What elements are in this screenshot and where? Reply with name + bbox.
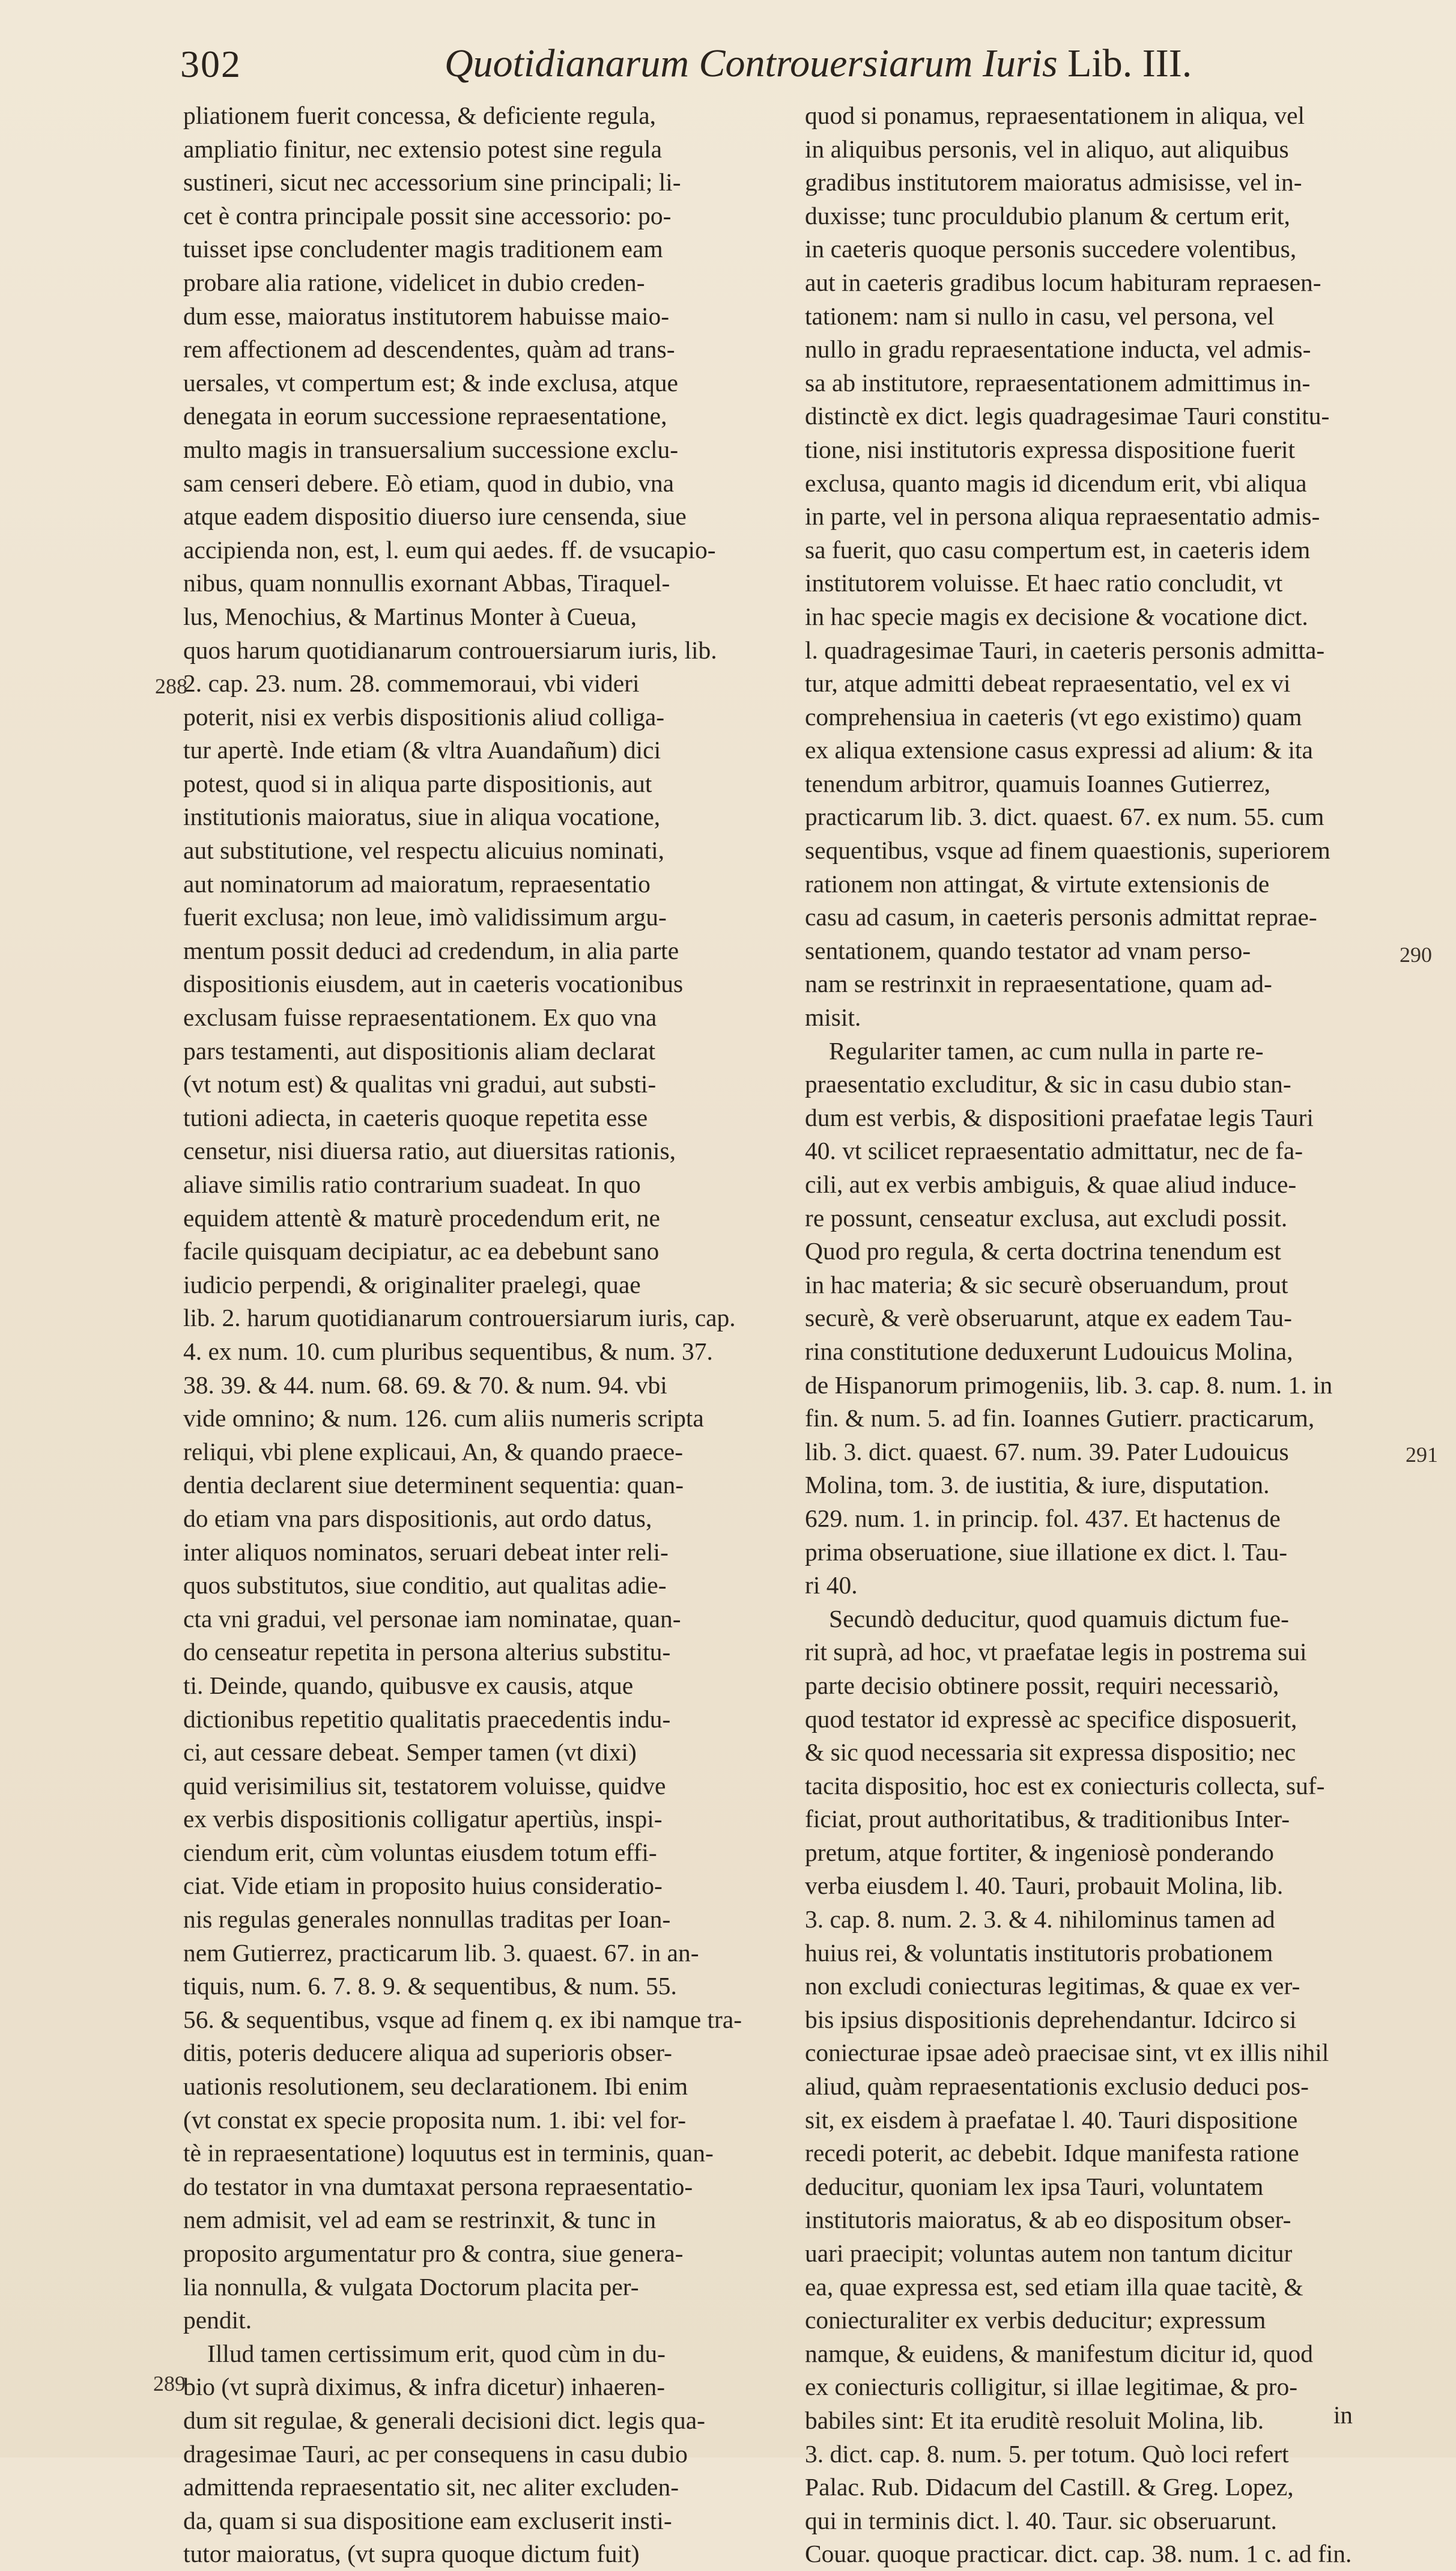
text-line: Palac. Rub. Didacum del Castill. & Greg. Lopez, xyxy=(805,2473,1294,2501)
text-line: Molina, tom. 3. de iustitia, & iure, disputation. xyxy=(805,1471,1270,1499)
text-line: tutor maioratus, (vt supra quoque dictum fuit) xyxy=(183,2540,640,2568)
text-line: da, quam si sua dispositione eam excluserit insti- xyxy=(183,2506,672,2534)
text-line: censetur, nisi diuersa ratio, aut diuersitas rationis, xyxy=(183,1137,676,1165)
text-line: mentum possit deduci ad credendum, in alia parte xyxy=(183,936,679,964)
right-text-column xyxy=(805,99,1412,2571)
text-line: dum esse, maioratus institutorem habuisse maio- xyxy=(183,302,670,330)
text-line: tione, nisi institutoris expressa dispositione fuerit xyxy=(805,435,1296,463)
text-line: 3. cap. 8. num. 2. 3. & 4. nihilominus tamen ad xyxy=(805,1905,1275,1934)
text-line: sit, ex eisdem à praefatae l. 40. Tauri dispositione xyxy=(805,2105,1298,2134)
text-line: de Hispanorum primogeniis, lib. 3. cap. 8. num. 1. in xyxy=(805,1371,1333,1399)
text-line: Regulariter tamen, ac cum nulla in parte re- xyxy=(829,1036,1264,1065)
text-line: (vt constat ex specie proposita num. 1. ibi: vel for- xyxy=(183,2105,687,2134)
text-line: admittenda repraesentatio sit, nec aliter excluden- xyxy=(183,2473,679,2501)
text-line: atque eadem dispositio diuerso iure censenda, siue xyxy=(183,502,687,531)
text-line: nem Gutierrez, practicarum lib. 3. quaest. 67. in an- xyxy=(183,1938,699,1967)
text-line: accipienda non, est, l. eum qui aedes. ff. de vsucapio- xyxy=(183,535,716,564)
text-line: proposito argumentatur pro & contra, siue genera- xyxy=(183,2239,684,2267)
text-line: gradibus institutorem maioratus admisisse, vel in- xyxy=(805,168,1302,196)
text-line: ampliatio finitur, nec extensio potest sine regula xyxy=(183,135,662,163)
text-line: non excludi coniecturas legitimas, & quae ex ver- xyxy=(805,1972,1300,2000)
text-line: institutoris maioratus, & ab eo dispositum obser- xyxy=(805,2206,1291,2234)
text-line: pretum, atque fortiter, & ingeniosè ponderando xyxy=(805,1838,1274,1866)
text-line: quos harum quotidianarum controuersiarum iuris, lib. xyxy=(183,636,717,664)
text-line: tiquis, num. 6. 7. 8. 9. & sequentibus, & num. 55. xyxy=(183,1972,677,2000)
margin-number-288: 288 xyxy=(155,674,187,698)
text-line: sustineri, sicut nec accessorium sine principali; li- xyxy=(183,168,681,196)
text-line: ti. Deinde, quando, quibusve ex causis, atque xyxy=(183,1671,634,1699)
text-line: securè, & verè obseruarunt, atque ex eadem Tau- xyxy=(805,1304,1292,1332)
text-line: bis ipsius dispositionis deprehendantur. Idcirco si xyxy=(805,2005,1297,2033)
text-line: coniecturaliter ex verbis deducitur; expressum xyxy=(805,2306,1266,2334)
text-line: ditis, poteris deducere aliqua ad superioris obser- xyxy=(183,2039,672,2067)
text-line: & sic quod necessaria sit expressa dispositio; nec xyxy=(805,1738,1296,1766)
text-line: praesentatio excluditur, & sic in casu dubio stan- xyxy=(805,1070,1291,1098)
text-line: aut substitutione, vel respectu alicuius nominati, xyxy=(183,836,665,865)
text-line: 56. & sequentibus, vsque ad finem q. ex ibi namque tra- xyxy=(183,2005,742,2033)
text-line: pars testamenti, aut dispositionis aliam declarat xyxy=(183,1036,655,1065)
text-line: (vt notum est) & qualitas vni gradui, aut substi- xyxy=(183,1070,657,1098)
text-line: ex aliqua extensione casus expressi ad alium: & ita xyxy=(805,736,1313,764)
text-line: quod testator id expressè ac specifice disposuerit, xyxy=(805,1705,1297,1733)
text-line: cet è contra principale possit sine accessorio: po- xyxy=(183,201,672,230)
text-line: pliationem fuerit concessa, & deficiente regula, xyxy=(183,102,657,129)
text-line: fin. & num. 5. ad fin. Ioannes Gutierr. practicarum, xyxy=(805,1404,1315,1432)
text-line: exclusam fuisse repraesentationem. Ex quo vna xyxy=(183,1003,657,1032)
text-line: sa fuerit, quo casu compertum est, in caeteris idem xyxy=(805,535,1311,564)
text-line: dragesimae Tauri, ac per consequens in casu dubio xyxy=(183,2439,688,2468)
text-line: distinctè ex dict. legis quadragesimae Tauri constitu- xyxy=(805,402,1330,430)
text-line: rina constitutione deduxerunt Ludouicus Molina, xyxy=(805,1337,1293,1365)
text-line: coniecturae ipsae adeò praecisae sint, vt ex illis nihil xyxy=(805,2039,1329,2067)
text-line: nem admisit, vel ad eam se restrinxit, & tunc in xyxy=(183,2206,657,2234)
text-line: potest, quod si in aliqua parte dispositionis, aut xyxy=(183,769,652,797)
text-line: uari praecipit; voluntas autem non tantum dicitur xyxy=(805,2239,1293,2267)
text-line: sa ab institutore, repraesentationem admittimus in- xyxy=(805,368,1311,397)
margin-number-290: 290 xyxy=(1400,943,1432,967)
text-line: sam censeri debere. Eò etiam, quod in dubio, vna xyxy=(183,469,675,497)
text-line: huius rei, & voluntatis institutoris probationem xyxy=(805,1938,1273,1967)
text-line: in aliquibus personis, vel in aliquo, aut aliquibus xyxy=(805,135,1289,163)
text-line: tè in repraesentatione) loquutus est in terminis, quan- xyxy=(183,2139,714,2167)
text-line: aut in caeteris gradibus locum habituram repraesen- xyxy=(805,268,1321,296)
text-line: cta vni gradui, vel personae iam nominatae, quan- xyxy=(183,1604,681,1632)
text-line: recedi poterit, ac debebit. Idque manifesta ratione xyxy=(805,2139,1299,2167)
text-line: nullo in gradu repraesentatione inducta, vel admis- xyxy=(805,335,1311,364)
book-number: Lib. III. xyxy=(1067,41,1192,85)
text-line: quid verisimilius sit, testatorem voluisse, quidve xyxy=(183,1771,666,1800)
text-line: in hac specie magis ex decisione & vocatione dict. xyxy=(805,602,1308,630)
page-header xyxy=(180,36,1309,102)
text-line: 2. cap. 23. num. 28. commemoraui, vbi videri xyxy=(183,669,640,698)
text-line: tenendum arbitror, quamuis Ioannes Gutierrez, xyxy=(805,769,1271,797)
text-line: prima obseruatione, siue illatione ex dict. l. Tau- xyxy=(805,1538,1288,1566)
text-line: lia nonnulla, & vulgata Doctorum placita per- xyxy=(183,2272,639,2301)
text-line: aliud, quàm repraesentationis exclusio deduci pos- xyxy=(805,2072,1309,2101)
text-line: cili, aut ex verbis ambiguis, & quae aliud induce- xyxy=(805,1170,1297,1198)
text-line: in hac materia; & sic securè obseruandum, prout xyxy=(805,1270,1288,1298)
catchword: in xyxy=(1333,2401,1353,2429)
text-line: ex verbis dispositionis colligatur apertiùs, inspi- xyxy=(183,1805,663,1833)
text-line: Illud tamen certissimum erit, quod cùm in du- xyxy=(207,2339,666,2367)
text-line: tutioni adiecta, in caeteris quoque repetita esse xyxy=(183,1103,648,1131)
text-line: ficiat, prout authoritatibus, & traditionibus Inter- xyxy=(805,1805,1290,1833)
text-line: namque, & euidens, & manifestum dicitur id, quod xyxy=(805,2339,1313,2367)
text-line: tationem: nam si nullo in casu, vel persona, vel xyxy=(805,302,1275,330)
text-line: verba eiusdem l. 40. Tauri, probauit Molina, lib. xyxy=(805,1872,1284,1900)
text-line: comprehensiua in caeteris (vt ego existimo) quam xyxy=(805,702,1302,731)
text-line: probare alia ratione, videlicet in dubio creden- xyxy=(183,268,645,296)
text-line: ea, quae expressa est, sed etiam illa quae tacitè, & xyxy=(805,2272,1303,2301)
text-line: 4. ex num. 10. cum pluribus sequentibus, & num. 37. xyxy=(183,1337,713,1365)
text-line: iudicio perpendi, & originaliter praelegi, quae xyxy=(183,1270,641,1298)
text-line: 38. 39. & 44. num. 68. 69. & 70. & num. 94. vbi xyxy=(183,1371,667,1399)
text-line: lus, Menochius, & Martinus Monter à Cueua, xyxy=(183,602,637,630)
text-line: in caeteris quoque personis succedere volentibus, xyxy=(805,235,1297,263)
text-line: tur, atque admitti debeat repraesentatio, vel ex vi xyxy=(805,669,1291,698)
text-line: rationem non attingat, & virtute extensionis de xyxy=(805,869,1270,898)
text-line: quos substitutos, siue conditio, aut qualitas adie- xyxy=(183,1571,667,1599)
text-line: uationis resolutionem, seu declarationem. Ibi enim xyxy=(183,2072,688,2101)
running-title-text: Quotidianarum Controuersiarum Iuris xyxy=(444,41,1058,85)
text-line: sequentibus, vsque ad finem quaestionis, superiorem xyxy=(805,836,1330,865)
text-line: babiles sint: Et ita eruditè resoluit Molina, lib. xyxy=(805,2406,1264,2434)
text-line: dispositionis eiusdem, aut in caeteris vocationibus xyxy=(183,970,684,998)
text-line: vide omnino; & num. 126. cum aliis numeris scripta xyxy=(183,1404,704,1432)
text-line: Couar. quoque practicar. dict. cap. 38. num. 1 c. ad fin. xyxy=(805,2540,1352,2568)
page-number: 302 xyxy=(180,43,241,85)
text-line: rem affectionem ad descendentes, quàm ad trans- xyxy=(183,335,675,364)
text-line: 3. dict. cap. 8. num. 5. per totum. Quò loci refert xyxy=(805,2439,1289,2468)
text-line: Secundò deducitur, quod quamuis dictum fue- xyxy=(829,1604,1289,1632)
text-line: parte decisio obtinere possit, requiri necessariò, xyxy=(805,1671,1279,1699)
text-line: aut nominatorum ad maioratum, repraesentatio xyxy=(183,869,651,898)
text-line: uersales, vt compertum est; & inde exclusa, atque xyxy=(183,368,678,397)
text-line: re possunt, censeatur exclusa, aut excludi possit. xyxy=(805,1203,1288,1232)
text-line: pendit. xyxy=(183,2306,252,2334)
text-line: reliqui, vbi plene explicaui, An, & quando praece- xyxy=(183,1437,684,1465)
text-line: nis regulas generales nonnullas traditas per Ioan- xyxy=(183,1905,671,1934)
text-line: fuerit exclusa; non leue, imò validissimum argu- xyxy=(183,903,667,931)
text-line: deducitur, quoniam lex ipsa Tauri, voluntatem xyxy=(805,2172,1264,2200)
text-line: qui in terminis dict. l. 40. Taur. sic obseruarunt. xyxy=(805,2506,1277,2534)
text-line: dentia declarent siue determinent sequentia: quan- xyxy=(183,1471,684,1499)
text-line: institutionis maioratus, siue in aliqua vocatione, xyxy=(183,803,661,831)
text-line: nam se restrinxit in repraesentatione, quam ad- xyxy=(805,970,1272,998)
text-line: bio (vt suprà diximus, & infra dicetur) inhaeren- xyxy=(183,2373,666,2401)
running-title xyxy=(444,41,1192,87)
text-line: casu ad casum, in caeteris personis admittat reprae- xyxy=(805,903,1317,931)
text-line: ci, aut cessare debeat. Semper tamen (vt dixi) xyxy=(183,1738,637,1766)
text-line: Quod pro regula, & certa doctrina tenendum est xyxy=(805,1237,1281,1265)
text-line: duxisse; tunc proculdubio planum & certum erit, xyxy=(805,201,1290,230)
text-line: dum est verbis, & dispositioni praefatae legis Tauri xyxy=(805,1103,1314,1131)
text-line: ciat. Vide etiam in proposito huius consideratio- xyxy=(183,1872,663,1900)
text-line: quod si ponamus, repraesentationem in aliqua, vel xyxy=(805,102,1305,129)
left-text-column xyxy=(183,99,790,2571)
text-line: inter aliquos nominatos, seruari debeat inter reli- xyxy=(183,1538,669,1566)
text-line: do testator in vna dumtaxat persona repraesentatio- xyxy=(183,2172,693,2200)
text-line: lib. 3. dict. quaest. 67. num. 39. Pater Ludouicus xyxy=(805,1437,1289,1465)
text-line: nibus, quam nonnullis exornant Abbas, Tiraquel- xyxy=(183,569,670,597)
text-line: institutorem voluisse. Et haec ratio concludit, vt xyxy=(805,569,1283,597)
text-line: poterit, nisi ex verbis dispositionis aliud colliga- xyxy=(183,702,665,731)
text-line: equidem attentè & maturè procedendum erit, ne xyxy=(183,1203,660,1232)
text-line: lib. 2. harum quotidianarum controuersiarum iuris, cap. xyxy=(183,1304,736,1332)
text-line: facile quisquam decipiatur, ac ea debebunt sano xyxy=(183,1237,660,1265)
text-line: ri 40. xyxy=(805,1571,858,1599)
text-line: tuisset ipse concludenter magis traditionem eam xyxy=(183,235,663,263)
text-line: denegata in eorum successione repraesentatione, xyxy=(183,402,667,430)
text-line: aliave similis ratio contrarium suadeat. In quo xyxy=(183,1170,641,1198)
text-line: tacita dispositio, hoc est ex coniecturis collecta, suf- xyxy=(805,1771,1325,1800)
text-line: 40. vt scilicet repraesentatio admittatur, nec de fa- xyxy=(805,1137,1303,1165)
text-line: tur apertè. Inde etiam (& vltra Auandañum) dici xyxy=(183,736,661,764)
text-line: ciendum erit, cùm voluntas eiusdem totum effi- xyxy=(183,1838,657,1866)
text-line: misit. xyxy=(805,1003,861,1032)
text-line: rit suprà, ad hoc, vt praefatae legis in postrema sui xyxy=(805,1638,1307,1666)
text-line: dum sit regulae, & generali decisioni dict. legis qua- xyxy=(183,2406,705,2434)
text-line: l. quadragesimae Tauri, in caeteris personis admitta- xyxy=(805,636,1325,664)
text-line: ex coniecturis colligitur, si illae legitimae, & pro- xyxy=(805,2373,1298,2401)
text-line: in parte, vel in persona aliqua repraesentatio admis- xyxy=(805,502,1320,531)
text-line: dictionibus repetitio qualitatis praecedentis indu- xyxy=(183,1705,671,1733)
text-line: 629. num. 1. in princip. fol. 437. Et hactenus de xyxy=(805,1504,1281,1532)
margin-number-291: 291 xyxy=(1406,1443,1438,1467)
text-line: exclusa, quanto magis id dicendum erit, vbi aliqua xyxy=(805,469,1307,497)
text-line: do etiam vna pars dispositionis, aut ordo datus, xyxy=(183,1504,652,1532)
text-line: do censeatur repetita in persona alterius substitu- xyxy=(183,1638,671,1666)
text-line: multo magis in transuersalium successione exclu- xyxy=(183,435,679,463)
text-line: sentationem, quando testator ad vnam perso- xyxy=(805,936,1251,964)
text-line: practicarum lib. 3. dict. quaest. 67. ex num. 55. cum xyxy=(805,803,1324,831)
margin-number-289: 289 xyxy=(153,2372,186,2396)
